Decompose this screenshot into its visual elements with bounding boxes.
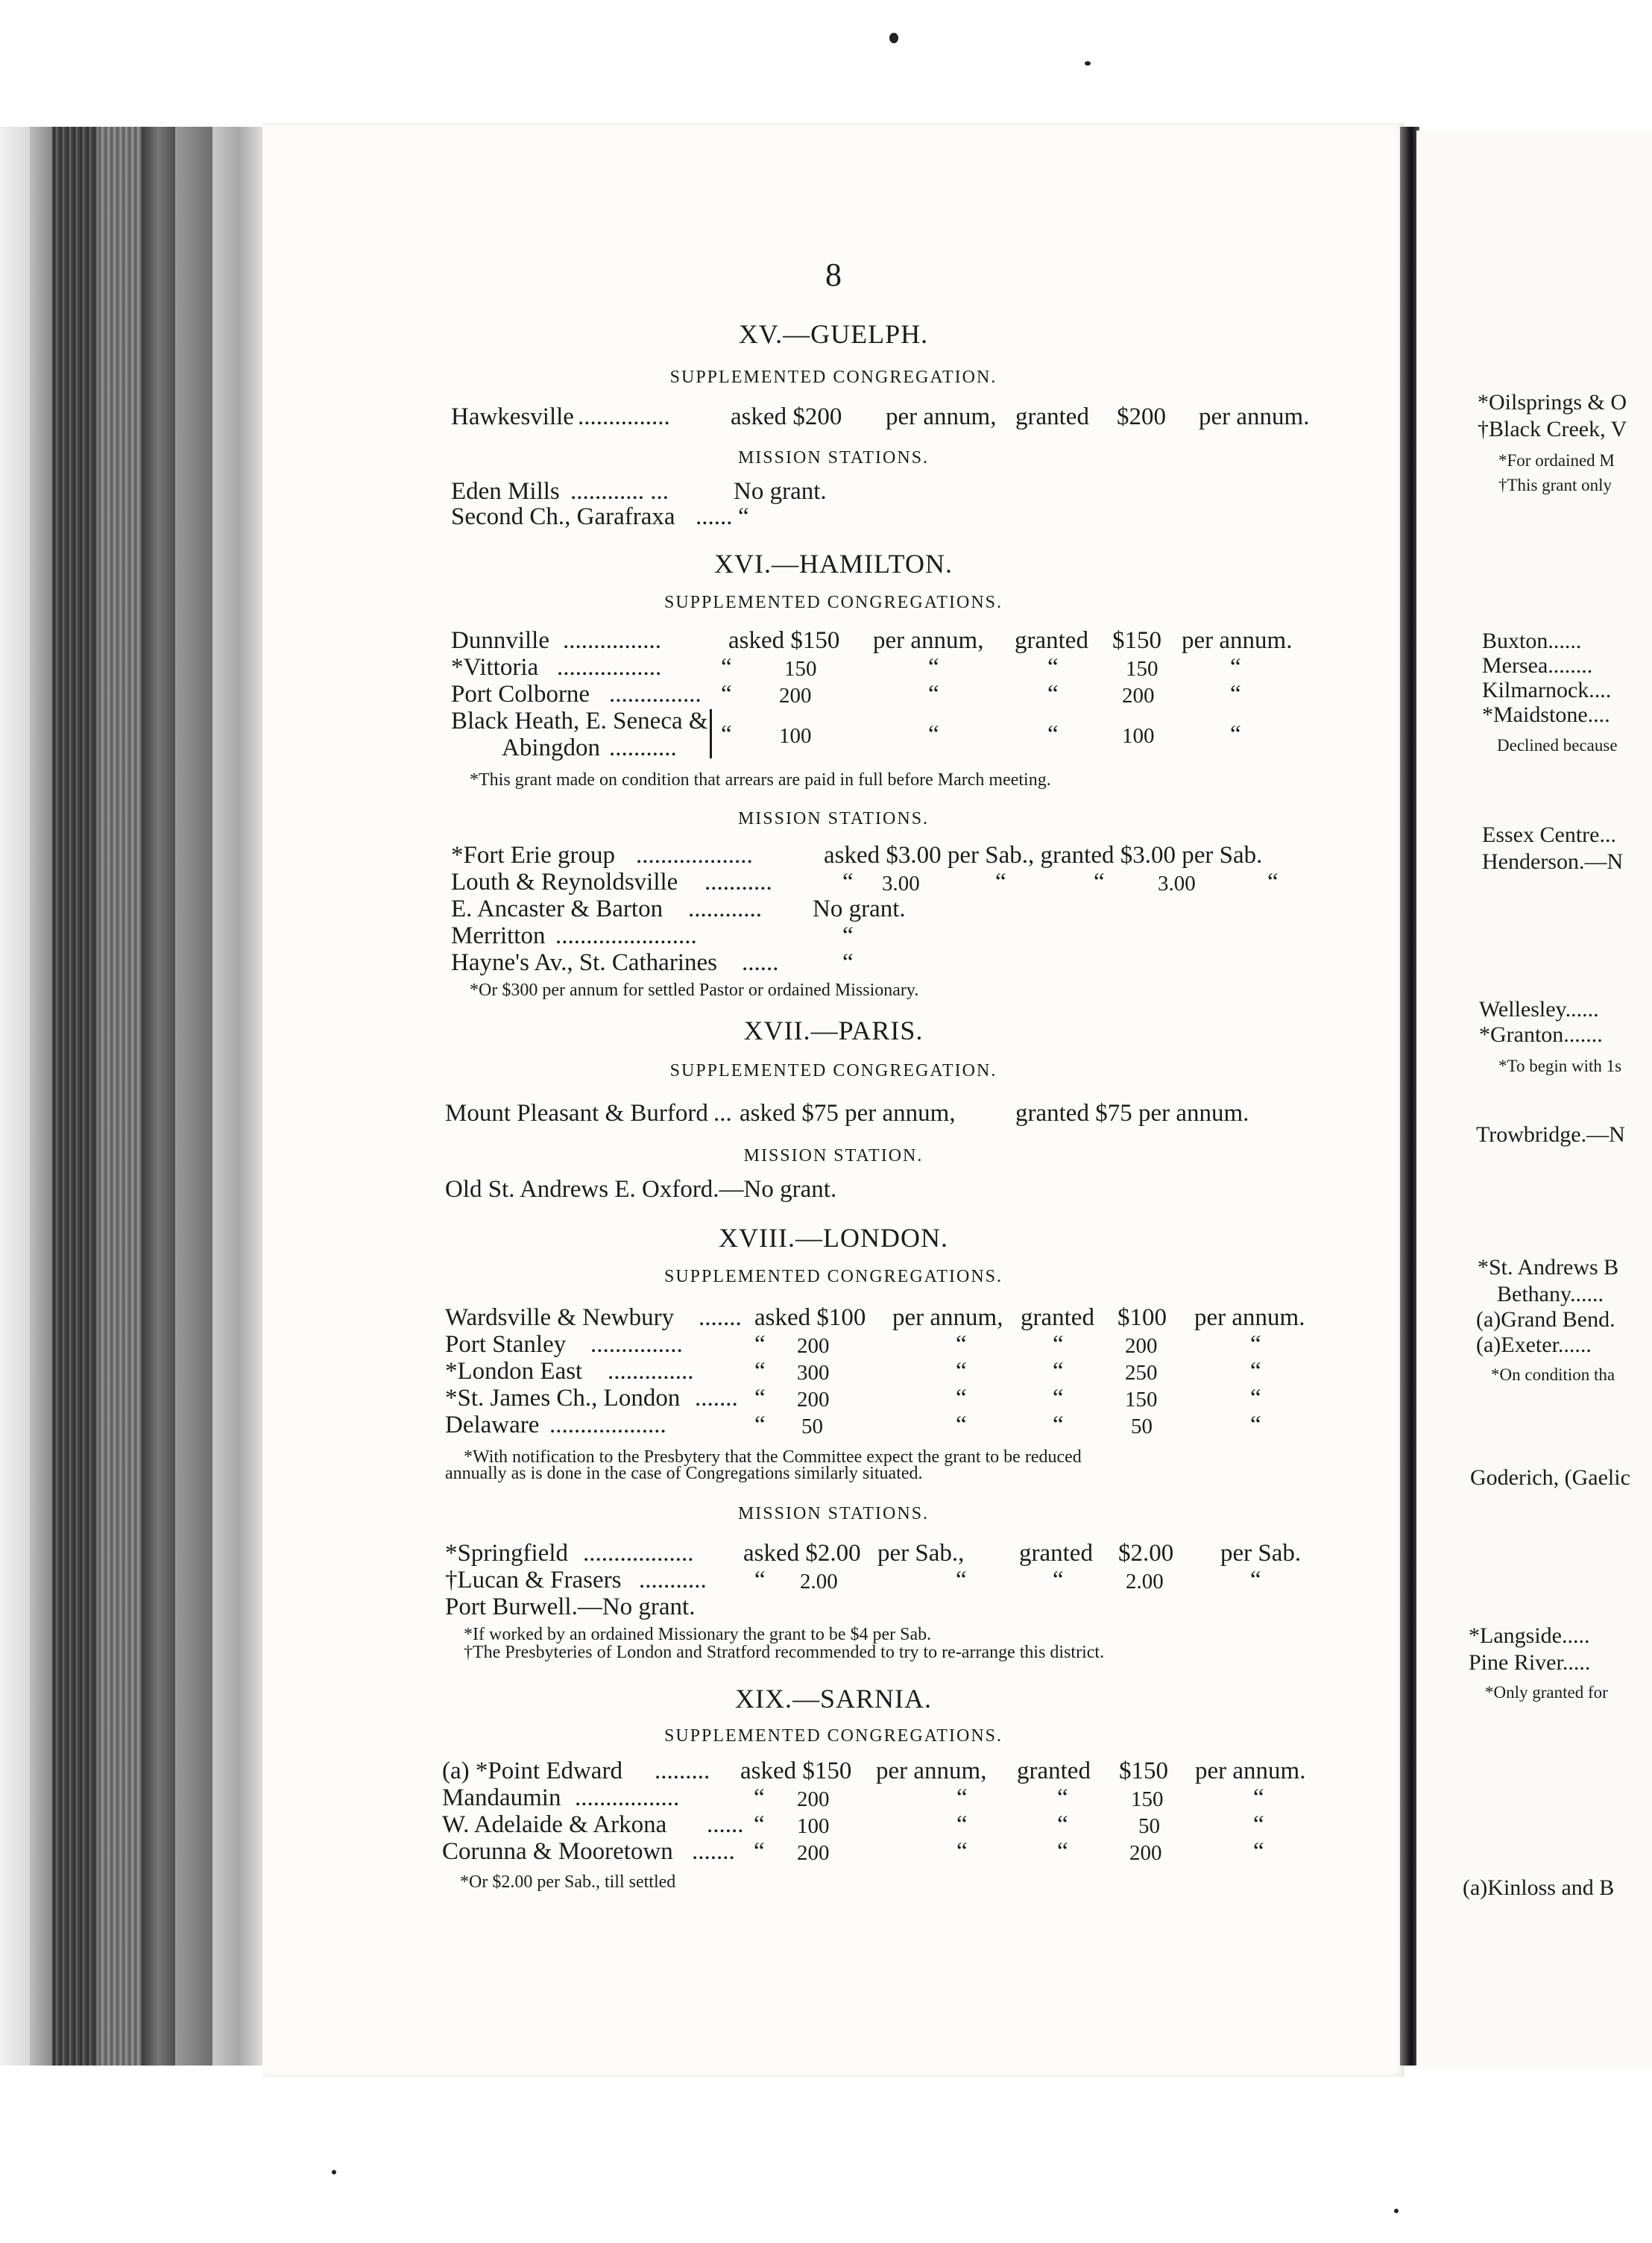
station-name: *Springfield <box>445 1540 568 1567</box>
right-page-line: Mersea........ <box>1482 653 1593 678</box>
leader-dots: ................ <box>563 627 661 654</box>
asked-amount: 200 <box>797 1787 830 1811</box>
granted-label: granted <box>1015 403 1089 430</box>
table-row <box>445 1540 1384 1567</box>
congregation-name: Port Colborne <box>451 681 590 708</box>
table-row <box>442 1811 1389 1838</box>
granted-label: granted <box>1017 1758 1091 1784</box>
asked-amount: 300 <box>797 1361 830 1385</box>
leader-dots: ................. <box>557 654 662 681</box>
congregation-name: Wardsville & Newbury <box>445 1304 675 1331</box>
leader-dots: ...... <box>707 1811 744 1838</box>
brace-line <box>710 709 712 758</box>
right-page-line: *On condition tha <box>1491 1365 1615 1384</box>
ditto-mark: “ <box>956 1412 967 1438</box>
ditto-mark: “ <box>1230 654 1241 681</box>
ditto-mark: “ <box>721 654 732 681</box>
right-page-line: Pine River..... <box>1469 1650 1591 1675</box>
table-row <box>445 1567 1384 1594</box>
leader-dots: ....... <box>692 1838 735 1865</box>
congregation-name: *St. James Ch., London <box>445 1385 681 1412</box>
ditto-mark: “ <box>842 922 854 949</box>
ditto-mark: “ <box>1267 869 1279 896</box>
granted-amount: $150 <box>1119 1758 1168 1784</box>
ditto-mark: “ <box>956 1567 967 1594</box>
leader-dots: ...... <box>742 949 779 976</box>
asked-amount: 150 <box>784 657 817 681</box>
ditto-mark: “ <box>754 1838 765 1865</box>
subheader-supplemented: SUPPLEMENTED CONGREGATIONS. <box>663 1267 1003 1286</box>
right-page-line: Essex Centre... <box>1482 822 1616 847</box>
ditto-mark: “ <box>1053 1331 1064 1358</box>
table-row <box>445 1304 1384 1331</box>
granted-amount: 150 <box>1126 657 1158 681</box>
footnote: *This grant made on condition that arrears are paid in full before March meeting. <box>470 770 1051 790</box>
table-row <box>451 869 1383 896</box>
right-page-line: Wellesley...... <box>1479 997 1599 1022</box>
ditto-mark: “ <box>1230 721 1241 748</box>
asked-amount: asked $2.00 <box>743 1540 861 1567</box>
section-title-paris: XVII.—PARIS. <box>743 1016 924 1045</box>
grant-status: No grant. <box>734 478 827 505</box>
granted-amount: 150 <box>1125 1388 1158 1412</box>
right-page-line: *Oilsprings & O <box>1478 390 1627 415</box>
congregation-name: W. Adelaide & Arkona <box>442 1811 667 1838</box>
ditto-mark: “ <box>842 869 854 896</box>
right-page-line: (a)Exeter...... <box>1476 1333 1592 1357</box>
ditto-mark: “ <box>1250 1412 1261 1438</box>
ditto-mark: “ <box>754 1331 766 1358</box>
congregation-name: *London East <box>445 1358 583 1385</box>
table-row <box>451 478 1047 505</box>
per-annum-label: per annum, <box>873 627 984 654</box>
table-row <box>451 896 1383 922</box>
table-row <box>445 1358 1384 1385</box>
leader-dots: ....................... <box>555 922 697 949</box>
ditto-mark: “ <box>754 1385 766 1412</box>
leader-dots: ............... <box>590 1331 683 1358</box>
congregation-name: Port Stanley <box>445 1331 567 1358</box>
subheader-mission: MISSION STATIONS. <box>737 809 930 828</box>
station-name: Hayne's Av., St. Catharines <box>451 949 717 976</box>
granted-amount: $100 <box>1117 1304 1167 1331</box>
right-page-line: *Granton....... <box>1479 1022 1603 1047</box>
table-row <box>442 1838 1389 1865</box>
granted-label: granted <box>1021 1304 1094 1331</box>
ditto-mark: “ <box>1250 1331 1261 1358</box>
asked-amount: 200 <box>797 1841 830 1865</box>
asked-amount: 200 <box>779 684 812 708</box>
asked-amount: 200 <box>797 1334 830 1358</box>
station-name: Eden Mills <box>451 478 560 505</box>
leader-dots: ................. <box>575 1784 680 1811</box>
leader-dots: ........... <box>609 734 677 761</box>
station-name: Port Burwell.—No grant. <box>445 1594 696 1620</box>
table-row <box>445 1331 1384 1358</box>
right-page-line: Bethany...... <box>1497 1282 1604 1306</box>
leader-dots: .............. <box>608 1358 694 1385</box>
ditto-mark: “ <box>956 1385 967 1412</box>
right-page-line: (a)Grand Bend. <box>1476 1307 1615 1332</box>
ditto-mark: “ <box>956 1358 967 1385</box>
granted-label: granted <box>1019 1540 1093 1567</box>
congregation-name: *Vittoria <box>451 654 539 681</box>
ditto-mark: “ <box>956 1838 968 1865</box>
right-page <box>1416 130 1652 2069</box>
right-page-line: Trowbridge.—N <box>1476 1122 1625 1147</box>
section-title-london: XVIII.—LONDON. <box>719 1223 948 1253</box>
table-row <box>445 1385 1384 1412</box>
table-row <box>451 681 1383 708</box>
granted-amount: 50 <box>1131 1415 1153 1438</box>
granted-amount: 3.00 <box>1158 872 1196 896</box>
congregation-name: Dunnville <box>451 627 549 654</box>
ditto-mark: “ <box>1230 681 1241 708</box>
ditto-mark: “ <box>1094 869 1105 896</box>
section-title-guelph: XV.—GUELPH. <box>738 319 929 349</box>
per-annum-label: per annum. <box>1199 403 1310 430</box>
leader-dots: ........... <box>704 869 772 896</box>
ditto-mark: “ <box>754 1567 766 1594</box>
grant-status: No grant. <box>813 896 906 922</box>
congregation-name-continued: Abingdon <box>502 734 600 761</box>
leader-dots: ........... <box>639 1567 707 1594</box>
leader-dots: ............ ... <box>570 478 669 505</box>
congregation-name: (a) *Point Edward <box>442 1758 622 1784</box>
asked-amount: 3.00 <box>882 872 920 896</box>
ditto-mark: “ <box>1057 1838 1068 1865</box>
asked-amount: asked $150 <box>740 1758 852 1784</box>
per-annum-label: per annum. <box>1182 627 1293 654</box>
ditto-mark: “ <box>754 1811 765 1838</box>
per-annum-label: per annum. <box>1194 1304 1305 1331</box>
asked-amount: 50 <box>801 1415 823 1438</box>
scan-speck <box>1394 2209 1399 2213</box>
ditto-mark: “ <box>1250 1385 1261 1412</box>
right-page-line: *St. Andrews B <box>1478 1255 1619 1280</box>
table-row <box>451 654 1383 681</box>
table-row <box>451 708 1383 760</box>
table-row <box>451 403 1383 430</box>
section-title-sarnia: XIX.—SARNIA. <box>735 1684 932 1714</box>
congregation-name: Mount Pleasant & Burford <box>445 1100 708 1127</box>
table-row <box>451 949 1383 976</box>
footnote: *Or $2.00 per Sab., till settled <box>460 1872 676 1892</box>
ditto-mark: “ <box>1253 1838 1264 1865</box>
subheader-supplemented: SUPPLEMENTED CONGREGATION. <box>669 1061 997 1080</box>
asked-amount: asked $100 <box>754 1304 866 1331</box>
leader-dots: ................... <box>549 1412 666 1438</box>
subheader-supplemented: SUPPLEMENTED CONGREGATIONS. <box>663 593 1003 612</box>
ditto-mark: “ <box>956 1331 967 1358</box>
leader-dots: ............... <box>578 403 670 430</box>
leader-dots: ............ <box>688 896 762 922</box>
right-page-line: *Only granted for <box>1485 1683 1608 1702</box>
granted-amount: 150 <box>1131 1787 1164 1811</box>
right-page-line: Kilmarnock.... <box>1482 678 1612 702</box>
granted-amount: granted $75 per annum. <box>1015 1100 1249 1127</box>
book-page-edges <box>0 127 268 2066</box>
ditto-mark: “ <box>1053 1567 1064 1594</box>
ditto-mark: “ <box>956 1811 968 1838</box>
ditto-mark: “ <box>1047 721 1059 748</box>
station-name: *Fort Erie group <box>451 842 615 869</box>
asked-amount: 100 <box>797 1814 830 1838</box>
granted-amount: 250 <box>1125 1361 1158 1385</box>
ditto-mark: “ <box>754 1412 766 1438</box>
per-annum-label: per annum. <box>1195 1758 1306 1784</box>
ditto-mark: “ <box>1250 1567 1261 1594</box>
left-page <box>262 123 1404 2077</box>
ditto-mark: “ <box>721 721 732 748</box>
ditto-mark: “ <box>1053 1385 1064 1412</box>
leader-dots: ............... <box>609 681 702 708</box>
ditto-mark: “ <box>1250 1358 1261 1385</box>
leader-dots: ....... <box>695 1385 738 1412</box>
footnote: *With notification to the Presbytery that the Committee expect the grant to be reduced <box>464 1447 1082 1467</box>
subheader-mission: MISSION STATIONS. <box>737 1504 930 1523</box>
asked-amount: asked $75 per annum, <box>740 1100 956 1127</box>
right-page-line: *Maidstone.... <box>1482 702 1610 727</box>
right-page-line: Buxton...... <box>1482 629 1582 653</box>
granted-amount: 2.00 <box>1126 1570 1164 1594</box>
scan-speck <box>889 33 898 43</box>
table-row <box>451 842 1383 869</box>
ditto-mark: “ <box>1047 681 1059 708</box>
granted-amount: $2.00 <box>1118 1540 1174 1567</box>
leader-dots: ...... <box>696 503 733 530</box>
per-sab-label: per Sab., <box>877 1540 965 1567</box>
asked-amount: 2.00 <box>800 1570 838 1594</box>
table-row <box>442 1784 1389 1811</box>
ditto-mark: “ <box>956 1784 968 1811</box>
ditto-mark: “ <box>738 503 749 530</box>
right-page-line: Goderich, (Gaelic <box>1470 1465 1630 1490</box>
ditto-mark: “ <box>754 1784 765 1811</box>
congregation-name: Corunna & Mooretown <box>442 1838 673 1865</box>
ditto-mark: “ <box>1057 1784 1068 1811</box>
scan-speck <box>332 2170 336 2174</box>
subheader-mission: MISSION STATIONS. <box>737 448 930 468</box>
page-number: 8 <box>825 257 842 293</box>
right-page-line: (a)Kinloss and B <box>1463 1875 1615 1900</box>
station-name: E. Ancaster & Barton <box>451 896 663 922</box>
granted-amount: 50 <box>1138 1814 1160 1838</box>
granted-amount: 200 <box>1129 1841 1162 1865</box>
granted-amount: $200 <box>1117 403 1166 430</box>
ditto-mark: “ <box>1047 654 1059 681</box>
station-name: †Lucan & Frasers <box>445 1567 622 1594</box>
per-annum-label: per annum, <box>886 403 997 430</box>
right-page-line: *For ordained M <box>1498 451 1615 470</box>
asked-amount: 100 <box>779 724 812 748</box>
leader-dots: ......... <box>655 1758 710 1784</box>
granted-amount: 200 <box>1125 1334 1158 1358</box>
table-row <box>451 503 1047 530</box>
ditto-mark: “ <box>1253 1811 1264 1838</box>
asked-amount: asked $150 <box>728 627 840 654</box>
subheader-supplemented: SUPPLEMENTED CONGREGATION. <box>669 368 997 387</box>
granted-amount: 200 <box>1122 684 1155 708</box>
congregation-name: Delaware <box>445 1412 540 1438</box>
per-sab-label: per Sab. <box>1220 1540 1302 1567</box>
footnote: annually as is done in the case of Congregations similarly situated. <box>445 1464 923 1483</box>
footnote: *Or $300 per annum for settled Pastor or ordained Missionary. <box>470 981 919 1000</box>
ditto-mark: “ <box>1053 1412 1064 1438</box>
ditto-mark: “ <box>995 869 1006 896</box>
subheader-supplemented: SUPPLEMENTED CONGREGATIONS. <box>663 1726 1003 1746</box>
granted-amount: 100 <box>1122 724 1155 748</box>
station-name: Second Ch., Garafraxa <box>451 503 675 530</box>
subheader-mission: MISSION STATION. <box>743 1146 924 1165</box>
right-page-line: †Black Creek, V <box>1478 417 1627 441</box>
leader-dots: ....... <box>699 1304 742 1331</box>
table-row <box>445 1100 1384 1127</box>
ditto-mark: “ <box>754 1358 766 1385</box>
section-title-hamilton: XVI.—HAMILTON. <box>714 549 953 579</box>
station-name: Louth & Reynoldsville <box>451 869 678 896</box>
granted-label: granted <box>1015 627 1088 654</box>
ditto-mark: “ <box>1057 1811 1068 1838</box>
congregation-name: Mandaumin <box>442 1784 561 1811</box>
granted-amount: $150 <box>1112 627 1161 654</box>
ditto-mark: “ <box>928 681 939 708</box>
right-page-line: Henderson.—N <box>1482 849 1624 874</box>
ditto-mark: “ <box>842 949 854 976</box>
per-annum-label: per annum, <box>876 1758 987 1784</box>
grant-terms: asked $3.00 per Sab., granted $3.00 per Sab. <box>824 842 1263 869</box>
right-page-line: *To begin with 1s <box>1498 1057 1622 1075</box>
station-name: Merritton <box>451 922 546 949</box>
ditto-mark: “ <box>928 721 939 748</box>
ditto-mark: “ <box>928 654 939 681</box>
right-page-line: *Langside..... <box>1469 1623 1590 1648</box>
scan-speck <box>1085 61 1091 66</box>
right-page-line: †This grant only <box>1498 476 1612 494</box>
congregation-name: Hawkesville <box>451 403 574 430</box>
table-row <box>445 1412 1384 1438</box>
table-row <box>445 1594 1384 1620</box>
ditto-mark: “ <box>1253 1784 1264 1811</box>
mission-station-row: Old St. Andrews E. Oxford.—No grant. <box>445 1176 837 1203</box>
table-row <box>442 1758 1389 1784</box>
leader-dots: ................... <box>636 842 753 869</box>
table-row <box>451 922 1383 949</box>
leader-dots: ... <box>713 1100 732 1127</box>
footnote: *If worked by an ordained Missionary the grant to be $4 per Sab. <box>464 1625 932 1644</box>
congregation-name: Black Heath, E. Seneca & <box>451 708 708 734</box>
leader-dots: .................. <box>583 1540 694 1567</box>
footnote: †The Presbyteries of London and Stratford recommended to try to re-arrange this district. <box>464 1643 1105 1662</box>
per-annum-label: per annum, <box>892 1304 1003 1331</box>
table-row <box>451 627 1383 654</box>
ditto-mark: “ <box>721 681 732 708</box>
asked-amount: 200 <box>797 1388 830 1412</box>
asked-amount: asked $200 <box>731 403 842 430</box>
ditto-mark: “ <box>1053 1358 1064 1385</box>
right-page-line: Declined because <box>1497 736 1618 755</box>
